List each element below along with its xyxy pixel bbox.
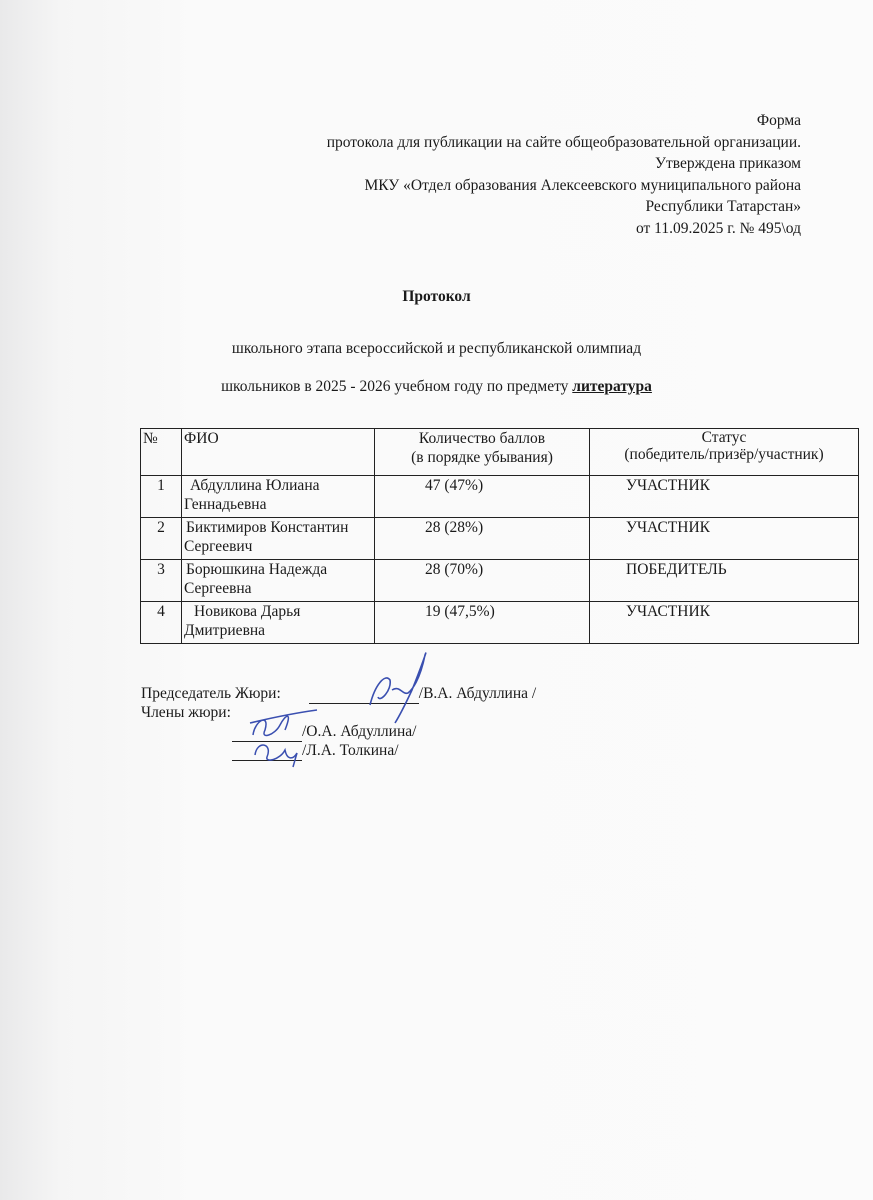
title-line-1: школьного этапа всероссийской и республиканской олимпиад <box>231 340 642 357</box>
row-num: 3 <box>141 560 182 602</box>
name-line: Сергеевич <box>184 538 253 555</box>
row-num: 1 <box>141 476 182 518</box>
row-name <box>182 476 375 518</box>
table-row <box>141 518 859 560</box>
row-num: 2 <box>141 518 182 560</box>
header-line: Форма <box>756 112 801 129</box>
row-score: 19 (47,5%) <box>375 602 590 644</box>
chair-signature-image <box>350 645 440 725</box>
header-line: Утверждена приказом <box>655 155 801 172</box>
name-line: Абдуллина Юлиана <box>190 477 320 494</box>
name-line: Дмитриевна <box>184 622 266 639</box>
name-line: Новикова Дарья <box>194 603 301 620</box>
row-num: 4 <box>141 602 182 644</box>
table-row <box>141 476 859 518</box>
header-line: МКУ «Отдел образования Алексеевского муниципального района <box>364 176 801 194</box>
members-label: Члены жюри: <box>141 704 231 721</box>
name-line: Сергеевна <box>184 580 252 597</box>
chair-name: /В.А. Абдуллина / <box>418 685 537 702</box>
row-status: УЧАСТНИК <box>590 602 859 644</box>
row-name <box>182 560 375 602</box>
title-line-2 <box>0 378 873 396</box>
table-row <box>141 560 859 602</box>
row-status: ПОБЕДИТЕЛЬ <box>590 560 859 602</box>
row-score: 28 (70%) <box>375 560 590 602</box>
header-num: № <box>141 429 182 476</box>
header-line: от 11.09.2025 г. № 495\од <box>635 219 801 237</box>
header-status-line: Статус <box>701 429 747 446</box>
header-score-line: (в порядке убывания) <box>411 449 553 466</box>
results-table <box>140 428 859 644</box>
member-signatures-image <box>245 705 325 770</box>
member-2-name: /Л.А. Толкина/ <box>302 742 399 759</box>
header-score-line: Количество баллов <box>418 430 546 447</box>
chair-label: Председатель Жюри: <box>141 685 281 702</box>
header-status <box>590 429 859 476</box>
name-line: Геннадьевна <box>184 496 267 513</box>
row-status: УЧАСТНИК <box>590 518 859 560</box>
header-score <box>375 429 590 476</box>
table-header-row <box>141 429 859 476</box>
name-line: Биктимиров Константин <box>186 519 349 536</box>
name-line: Борюшкина Надежда <box>186 561 328 578</box>
header-status-line: (победитель/призёр/участник) <box>624 446 824 463</box>
chair-signature-line <box>141 684 536 704</box>
header-name: ФИО <box>182 429 375 476</box>
table-row <box>141 602 859 644</box>
header-line: Республики Татарстан» <box>645 198 801 215</box>
title-line-2-prefix: школьников в 2025 - 2026 учебном году по предмету <box>221 378 573 395</box>
header-line: протокола для публикации на сайте общеобразовательной организации. <box>326 133 801 151</box>
row-name <box>182 518 375 560</box>
row-score: 28 (28%) <box>375 518 590 560</box>
row-score: 47 (47%) <box>375 476 590 518</box>
document-title: Протокол <box>402 288 471 305</box>
row-name <box>182 602 375 644</box>
row-status: УЧАСТНИК <box>590 476 859 518</box>
member-1-name: /О.А. Абдуллина/ <box>302 723 417 740</box>
document-header <box>327 110 801 239</box>
subject: литература <box>572 378 652 395</box>
